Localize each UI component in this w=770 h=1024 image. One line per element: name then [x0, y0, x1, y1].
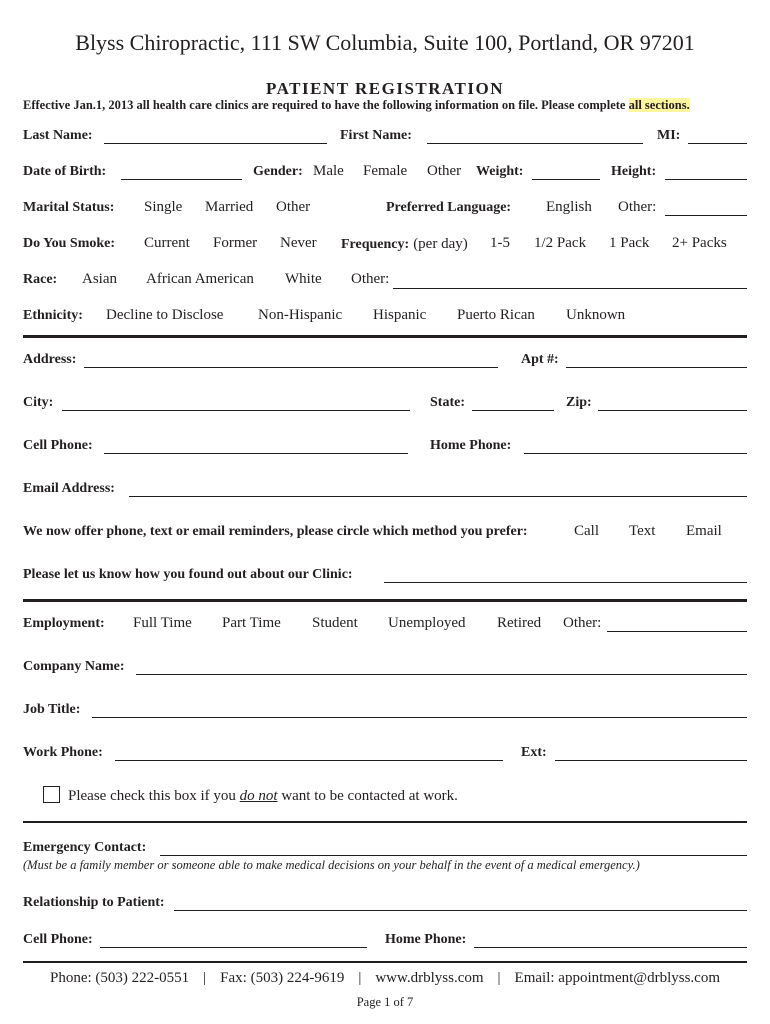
race-option-white[interactable]: White [285, 271, 322, 287]
checkbox-text-post: want to be contacted at work. [277, 788, 458, 804]
gender-label: Gender: [253, 164, 303, 179]
marital-option-single[interactable]: Single [144, 199, 183, 215]
page-number: Page 1 of 7 [356, 995, 414, 1009]
employment-option-retired[interactable]: Retired [497, 615, 542, 631]
emergency-contact-label: Emergency Contact: [23, 840, 147, 855]
ethnicity-option-decline[interactable]: Decline to Disclose [106, 307, 224, 323]
reminder-prompt: We now offer phone, text or email reminders, please circle which method you prefer: [23, 524, 528, 539]
race-label: Race: [23, 272, 58, 287]
ethnicity-option-non-hispanic[interactable]: Non-Hispanic [258, 307, 343, 323]
emergency-contact-note: (Must be a family member or someone able to make medical decisions on your behalf in the event of a medical emergency.) [23, 858, 640, 872]
gender-option-female[interactable]: Female [363, 163, 408, 179]
effective-notice [23, 98, 690, 113]
checkbox-text-pre: Please check this box if you [68, 788, 240, 804]
no-work-contact-label [68, 788, 458, 805]
apt-field[interactable] [566, 367, 747, 368]
dob-label: Date of Birth: [23, 164, 107, 179]
home-phone-label: Home Phone: [430, 438, 512, 453]
form-title: PATIENT REGISTRATION [266, 79, 504, 98]
language-other-field[interactable] [665, 215, 747, 216]
ethnicity-option-unknown[interactable]: Unknown [566, 307, 626, 323]
emergency-cell-field[interactable] [100, 947, 367, 948]
work-phone-label: Work Phone: [23, 745, 103, 760]
employment-option-student[interactable]: Student [312, 615, 358, 631]
emergency-cell-label: Cell Phone: [23, 932, 93, 947]
relationship-field[interactable] [174, 910, 747, 911]
frequency-group [341, 235, 468, 253]
language-option-english[interactable]: English [546, 199, 592, 215]
home-phone-field[interactable] [524, 453, 747, 454]
reminder-option-call[interactable]: Call [574, 523, 599, 539]
emergency-home-label: Home Phone: [385, 932, 467, 947]
marital-status-label: Marital Status: [23, 200, 115, 215]
employment-option-unemployed[interactable]: Unemployed [388, 615, 466, 631]
first-name-field[interactable] [427, 143, 643, 144]
smoke-option-never[interactable]: Never [280, 235, 317, 251]
footer-divider [23, 961, 747, 963]
smoke-option-current[interactable]: Current [144, 235, 190, 251]
zip-field[interactable] [598, 410, 747, 411]
frequency-option-2-plus[interactable]: 2+ Packs [672, 235, 727, 251]
reminder-option-email[interactable]: Email [686, 523, 722, 539]
section-divider [23, 821, 747, 823]
frequency-note: (per day) [413, 236, 468, 252]
work-phone-field[interactable] [115, 760, 503, 761]
smoke-label: Do You Smoke: [23, 236, 116, 251]
referral-label: Please let us know how you found out about our Clinic: [23, 567, 353, 582]
employment-label: Employment: [23, 616, 105, 631]
company-name-field[interactable] [136, 674, 747, 675]
clinic-header: Blyss Chiropractic, 111 SW Columbia, Suite 100, Portland, OR 97201 [75, 30, 695, 55]
ext-label: Ext: [521, 745, 547, 760]
frequency-option-1-5[interactable]: 1-5 [490, 235, 510, 251]
referral-field[interactable] [384, 582, 747, 583]
city-label: City: [23, 395, 54, 410]
company-name-label: Company Name: [23, 659, 125, 674]
mi-field[interactable] [688, 143, 747, 144]
smoke-option-former[interactable]: Former [213, 235, 258, 251]
footer-separator: | [358, 970, 362, 986]
emergency-contact-field[interactable] [160, 855, 747, 856]
mi-label: MI: [657, 128, 681, 143]
gender-option-other[interactable]: Other [427, 163, 462, 179]
state-field[interactable] [472, 410, 554, 411]
address-field[interactable] [84, 367, 498, 368]
effective-text: Effective Jan.1, 2013 all health care clinics are required to have the following information on file. Please complete [23, 98, 629, 112]
cell-phone-field[interactable] [104, 453, 408, 454]
employment-other-field[interactable] [607, 631, 747, 632]
last-name-label: Last Name: [23, 128, 93, 143]
frequency-label: Frequency: [341, 237, 410, 252]
language-option-other[interactable]: Other: [618, 199, 657, 215]
no-work-contact-checkbox[interactable] [43, 786, 60, 803]
marital-option-married[interactable]: Married [205, 199, 254, 215]
footer-separator: | [203, 970, 207, 986]
gender-option-male[interactable]: Male [313, 163, 344, 179]
section-divider [23, 335, 747, 338]
job-title-label: Job Title: [23, 702, 81, 717]
footer-separator: | [497, 970, 501, 986]
footer-phone: Phone: (503) 222-0551 [50, 970, 190, 986]
all-sections-highlight: all sections. [628, 98, 690, 112]
height-field[interactable] [665, 179, 747, 180]
race-option-other[interactable]: Other: [351, 271, 390, 287]
dob-field[interactable] [121, 179, 242, 180]
employment-option-full-time[interactable]: Full Time [133, 615, 192, 631]
last-name-field[interactable] [104, 143, 327, 144]
marital-option-other[interactable]: Other [276, 199, 311, 215]
frequency-option-1-pack[interactable]: 1 Pack [609, 235, 650, 251]
weight-field[interactable] [532, 179, 600, 180]
height-label: Height: [611, 164, 657, 179]
ext-field[interactable] [555, 760, 747, 761]
state-label: State: [430, 395, 465, 410]
ethnicity-option-puerto-rican[interactable]: Puerto Rican [457, 307, 535, 323]
employment-option-part-time[interactable]: Part Time [222, 615, 281, 631]
footer-fax: Fax: (503) 224-9619 [220, 970, 345, 986]
frequency-option-half-pack[interactable]: 1/2 Pack [534, 235, 587, 251]
ethnicity-label: Ethnicity: [23, 308, 83, 323]
cell-phone-label: Cell Phone: [23, 438, 93, 453]
address-label: Address: [23, 352, 77, 367]
city-field[interactable] [62, 410, 410, 411]
footer-website-link[interactable]: www.drblyss.com [375, 970, 484, 986]
emergency-home-field[interactable] [474, 947, 747, 948]
relationship-label: Relationship to Patient: [23, 895, 165, 910]
section-divider [23, 599, 747, 602]
employment-option-other[interactable]: Other: [563, 615, 602, 631]
race-other-field[interactable] [393, 288, 747, 289]
footer-contact [0, 970, 770, 987]
footer-email-link[interactable]: Email: appointment@drblyss.com [514, 970, 720, 986]
zip-label: Zip: [566, 395, 592, 410]
email-field[interactable] [129, 496, 747, 497]
apt-label: Apt #: [521, 352, 559, 367]
email-label: Email Address: [23, 481, 115, 496]
race-option-asian[interactable]: Asian [82, 271, 117, 287]
job-title-field[interactable] [92, 717, 747, 718]
first-name-label: First Name: [340, 128, 412, 143]
ethnicity-option-hispanic[interactable]: Hispanic [373, 307, 427, 323]
reminder-option-text[interactable]: Text [629, 523, 656, 539]
checkbox-text-emphasis: do not [239, 788, 278, 804]
language-label: Preferred Language: [386, 200, 512, 215]
race-option-african-american[interactable]: African American [146, 271, 254, 287]
weight-label: Weight: [476, 164, 524, 179]
